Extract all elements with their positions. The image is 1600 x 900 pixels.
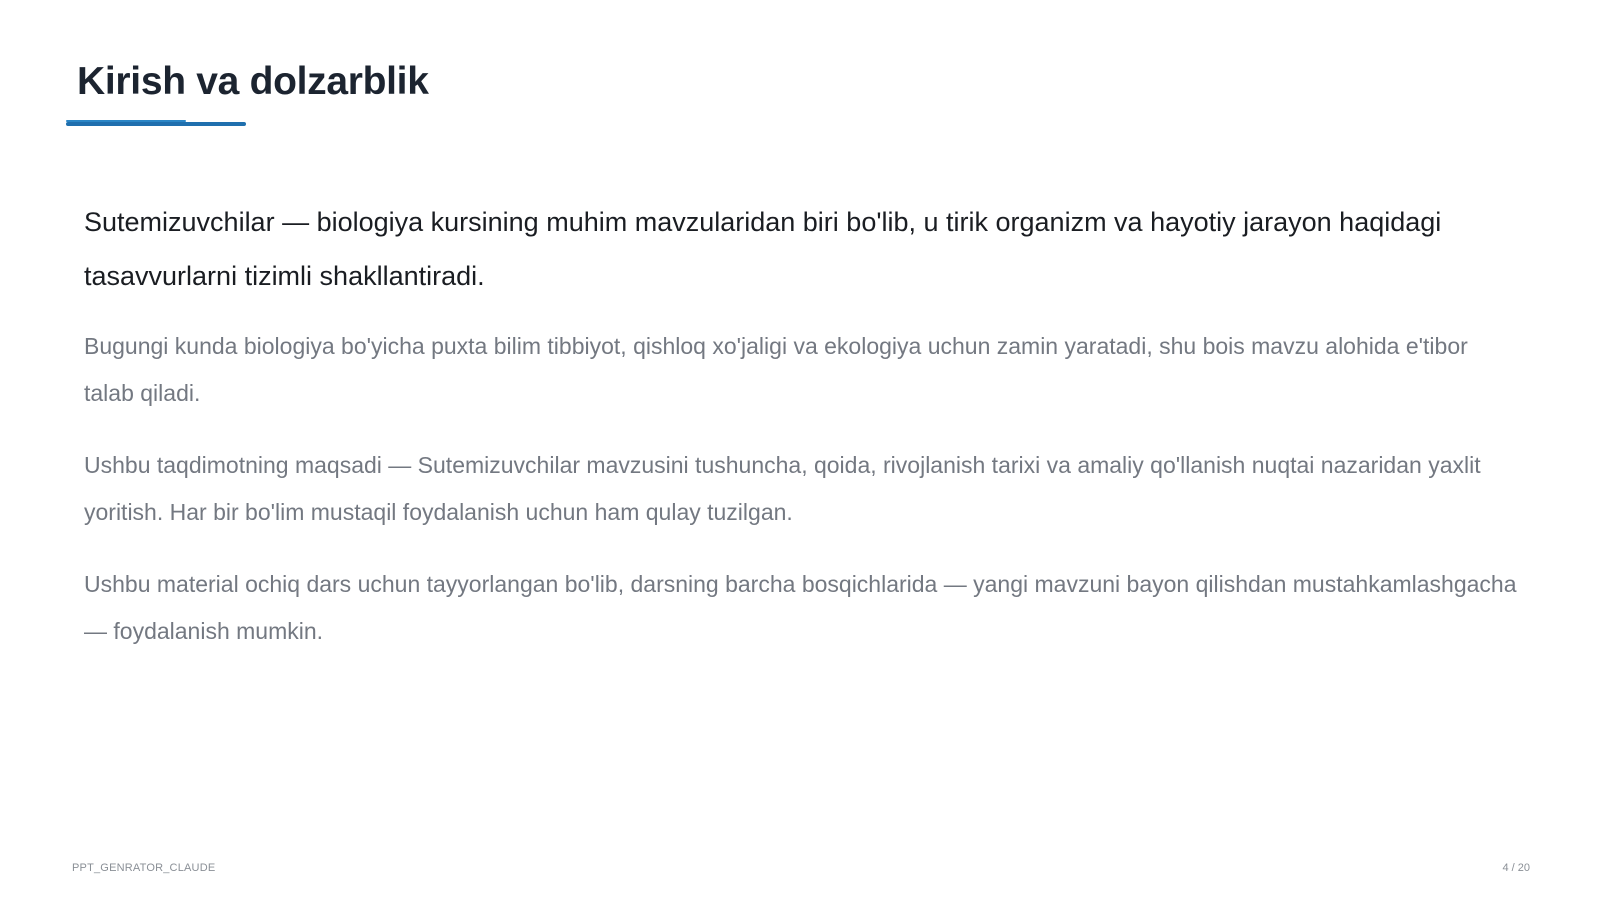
body-paragraph-2: Ushbu taqdimotning maqsadi — Sutemizuvchilar mavzusini tushuncha, qoida, rivojlanish tarixi va amaliy qo'llanish nuqtai nazaridan yaxlit yoritish. Har bir bo'lim mustaqil foydalanish uchun ham qulay tuzilgan. (84, 452, 1481, 525)
footer-brand: PPT_GENRATOR_CLAUDE (72, 862, 216, 874)
page-indicator: 4 / 20 (1502, 862, 1530, 874)
body-paragraph-3: Ushbu material ochiq dars uchun tayyorlangan bo'lib, darsning barcha bosqichlarida — yangi mavzuni bayon qilishdan mustahkamlashgacha — foydalanish mumkin. (84, 571, 1517, 644)
body-paragraph-1: Bugungi kunda biologiya bo'yicha puxta bilim tibbiyot, qishloq xo'jaligi va ekologiya uchun zamin yaratadi, shu bois mavzu alohida e'tibor talab qiladi. (84, 333, 1468, 406)
slide-content (84, 195, 1524, 680)
lead-paragraph: Sutemizuvchilar — biologiya kursining muhim mavzularidan biri bo'lib, u tirik organizm va hayotiy jarayon haqidagi tasavvurlarni tizimli shakllantiradi. (84, 207, 1442, 291)
title-underline-accent (66, 120, 186, 122)
title-underline (66, 122, 246, 126)
slide-title: Kirish va dolzarblik (77, 60, 429, 103)
